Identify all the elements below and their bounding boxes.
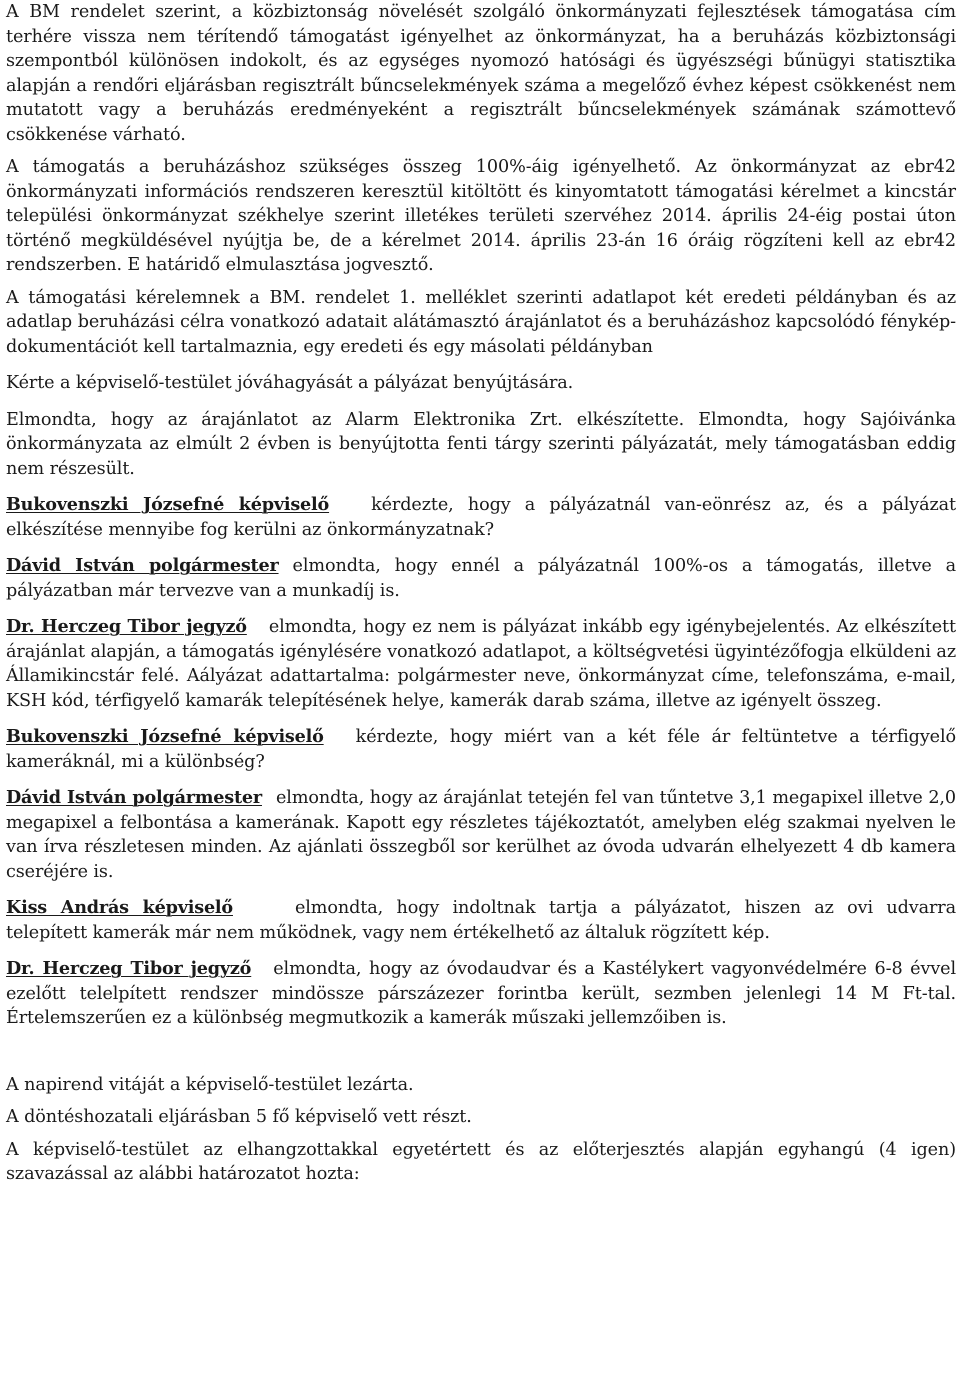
speech-paragraph [6,615,956,713]
speaker-name: Bukovenszki Józsefné képviselő [6,726,324,747]
speech-text: elmondta, hogy az óvodaudvar és a Kastélykert vagyonvédelmére 6-8 évvel ezelőtt telelpített rendszer mindössze párszázezer forintba került, sezmben jelenlegi 14 M Ft-tal. Értelemszerűen ez a különbség megmutkozik a kamerák műszaki jellemzőiben is. [6,959,956,1028]
paragraph-tamogatasi-kerelem: A támogatási kérelemnek a BM. rendelet 1. melléklet szerinti adatlapot két eredeti példányban és az adatlap beruházási célra vonatkozó adatait alátámasztó árajánlatot és a beruházáshoz kapcsolódó fénykép-dokumentációt kell tartalmaznia, egy eredeti és egy másolati példányban [6,287,956,357]
speaker-name: Dávid István polgármester [6,555,279,576]
speech-paragraph [6,493,956,542]
speech-text: kérdezte, hogy a pályázatnál van-eönrész az, és a pályázat elkészítése mennyibe fog kerülni az önkormányzatnak? [6,495,956,540]
document-page [6,0,956,1187]
speaker-name: Dr. Herczeg Tibor jegyző [6,616,247,637]
speech-text: elmondta, hogy indoltnak tartja a pályázatot, hiszen az ovi udvarra telepített kamerák már nem működnek, vagy nem értékelhető az általuk rögzített kép. [6,898,956,943]
speech-paragraph [6,725,956,774]
speech-paragraph [6,896,956,945]
speech-paragraph [6,957,956,1031]
speaker-name: Kiss András képviselő [6,897,233,918]
speech-text: elmondta, hogy ennél a pályázatnál 100%-os a támogatás, illetve a pályázatban már tervezve van a munkadíj is. [6,556,956,601]
speech-text: elmondta, hogy ez nem is pályázat inkább egy igénybejelentés. Az elkészített árajánlat alapján, a támogatás igénylésére vonatkozó adatlapot, a költségvetési ügyintézőfogja elküldeni az Államikincstár felé. Aályázat adattartalma: polgármester neve, önkormányzat címe, telefonszáma, e-mail, KSH kód, térfigyelő kamarák telepítésének helye, kamerák darab száma, illetve az igényelt összeg. [6,617,956,711]
paragraph-vita-lezarva: A napirend vitáját a képviselő-testület lezárta. [6,1074,414,1095]
speech-text: elmondta, hogy az árajánlat tetején fel van tűntetve 3,1 megapixel illetve 2,0 megapixel a felbontása a kamerának. Kapott egy részletes tájékoztatót, amelyben elég szakmai nyelven le van írva részletesen minden. Az ajánlati összegből sor kerülhet az óvoda udvarán elhelyezett 4 db kamera cseréjére is. [6,788,956,882]
paragraph-hatarozat: A képviselő-testület az elhangzottakkal egyetértett és az előterjesztés alapján egyhangú (4 igen) szavazással az alábbi határozatot hozta: [6,1139,956,1184]
paragraph-tamogatas-osszeg: A támogatás a beruházáshoz szükséges összeg 100%-áig igényelhető. Az önkormányzat az ebr42 önkormányzati információs rendszeren keresztül kitöltött és kinyomtatott támogatási kérelmet a kincstár települési önkormányzat székhelye szerint illetékes területi szervéhez 2014. április 24-éig postai úton történő megküldésével nyújtja be, de a kérelmet 2014. április 23-án 16 óráig rögzíteni kell az ebr42 rendszerben. E határidő elmulasztása jogvesztő. [6,157,956,275]
speaker-name: Dávid István polgármester [6,787,262,808]
speaker-name: Bukovenszki Józsefné képviselő [6,494,330,515]
speaker-name: Dr. Herczeg Tibor jegyző [6,958,252,979]
speech-text: kérdezte, hogy miért van a két féle ár feltüntetve a térfigyelő kameráknál, mi a különbség? [6,727,956,772]
paragraph-arajanlat: Elmondta, hogy az árajánlatot az Alarm Elektronika Zrt. elkészítette. Elmondta, hogy Sajóivánka önkormányzata az elmúlt 2 évben is benyújtotta fenti tárgy szerinti pályázatát, mely támogatásban eddig nem részesült. [6,409,956,479]
paragraph-bm-rendelet: A BM rendelet szerint, a közbiztonság növelését szolgáló önkormányzati fejlesztések támogatása cím terhére vissza nem térítendő támogatást igényelhet az önkormányzat, ha a beruházás közbiztonsági szempontból különösen indokolt, és az egységes nyomozó hatósági és ügyészségi bűnügyi statisztika alapján a rendőri eljárásban regisztrált bűncselekmények száma a megelőző évhez képest csökkenést nem mutatott vagy a beruházás eredményeként a regisztrált bűncselekmények számának számottevő csökkenése várható. [6,2,956,145]
paragraph-jovahagyas: Kérte a képviselő-testület jóváhagyását a pályázat benyújtására. [6,373,574,393]
speech-paragraph [6,786,956,884]
speech-paragraph [6,554,956,603]
paragraph-dontes-resztvevok: A döntéshozatali eljárásban 5 fő képviselő vett részt. [6,1107,472,1127]
